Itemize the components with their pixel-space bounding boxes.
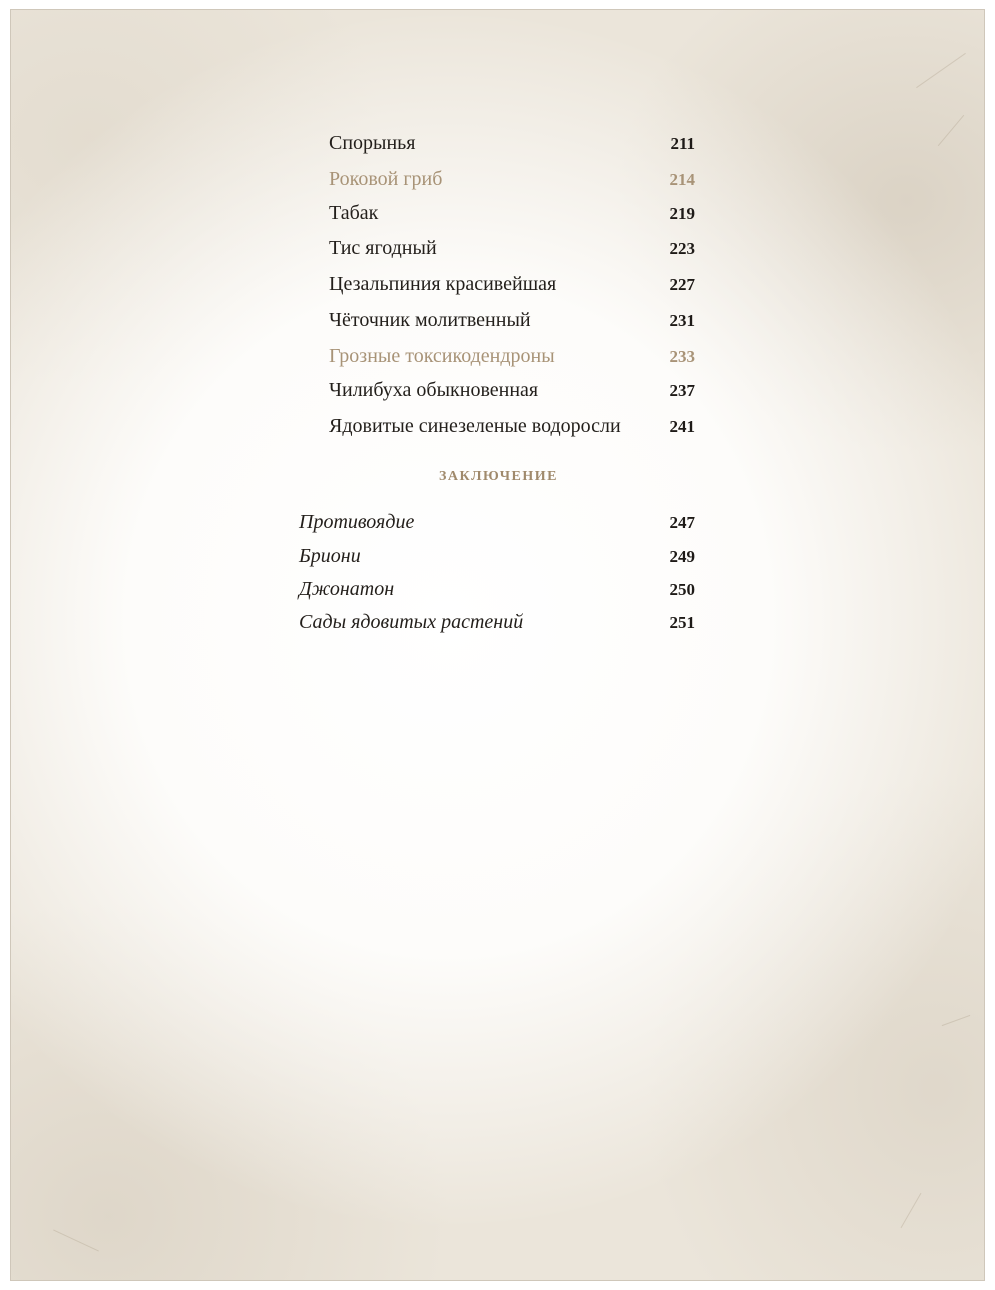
toc-entry-page: 247 xyxy=(669,513,695,532)
toc-entry-title: Противоядие xyxy=(299,511,415,533)
toc-entry-page: 250 xyxy=(669,580,695,599)
toc-entry-title: Джонатон xyxy=(299,578,395,600)
toc-entry-title: Табак xyxy=(329,202,379,224)
toc-entry-title: Роковой гриб xyxy=(329,168,443,190)
book-page xyxy=(10,9,985,1281)
toc-entry-conclusion xyxy=(299,510,695,535)
toc-entry-title: Грозные токсикодендроны xyxy=(329,345,555,367)
toc-entry-title: Спорынья xyxy=(329,132,416,154)
toc-entry xyxy=(329,414,695,439)
toc-entry-page: 219 xyxy=(669,204,695,223)
paper-scratch xyxy=(53,1229,99,1251)
toc-entry-title: Чилибуха обыкновенная xyxy=(329,379,539,401)
paper-scratch xyxy=(938,115,964,146)
toc-entry-page: 237 xyxy=(669,381,695,400)
toc-entry xyxy=(329,167,695,192)
toc-entry-title: Ядовитые синезеленые водоросли xyxy=(329,415,621,437)
toc-entry-conclusion xyxy=(299,610,695,635)
toc-entry xyxy=(329,308,695,333)
toc-entry-conclusion xyxy=(299,577,695,602)
toc-entry xyxy=(329,378,695,403)
toc-entry-page: 223 xyxy=(669,239,695,258)
toc-entry-title: Цезальпиния красивейшая xyxy=(329,273,557,295)
toc-entry-page: 233 xyxy=(669,347,695,366)
toc-entry-page: 251 xyxy=(669,613,695,632)
toc-entry xyxy=(329,344,695,369)
toc-entry xyxy=(329,201,695,226)
toc-entry-page: 227 xyxy=(669,275,695,294)
section-heading-conclusion: ЗАКЛЮЧЕНИЕ xyxy=(438,469,559,484)
toc-entry xyxy=(329,131,695,156)
toc-entry xyxy=(329,236,695,261)
toc-entry-page: 214 xyxy=(669,170,695,189)
toc-entry-page: 249 xyxy=(669,547,695,566)
toc-entry-page: 241 xyxy=(669,417,695,436)
toc-entry xyxy=(329,272,695,297)
toc-entry-page: 211 xyxy=(670,134,695,153)
paper-scratch xyxy=(901,1193,922,1228)
toc-entry-title: Сады ядовитых растений xyxy=(299,611,524,633)
paper-scratch xyxy=(942,1015,971,1026)
toc-entry-page: 231 xyxy=(669,311,695,330)
paper-scratch xyxy=(916,53,966,88)
toc-entry-conclusion xyxy=(299,544,695,569)
toc-entry-title: Тис ягодный xyxy=(329,237,437,259)
toc-entry-title: Чёточник молитвенный xyxy=(329,309,531,331)
toc-entry-title: Бриони xyxy=(299,545,361,567)
